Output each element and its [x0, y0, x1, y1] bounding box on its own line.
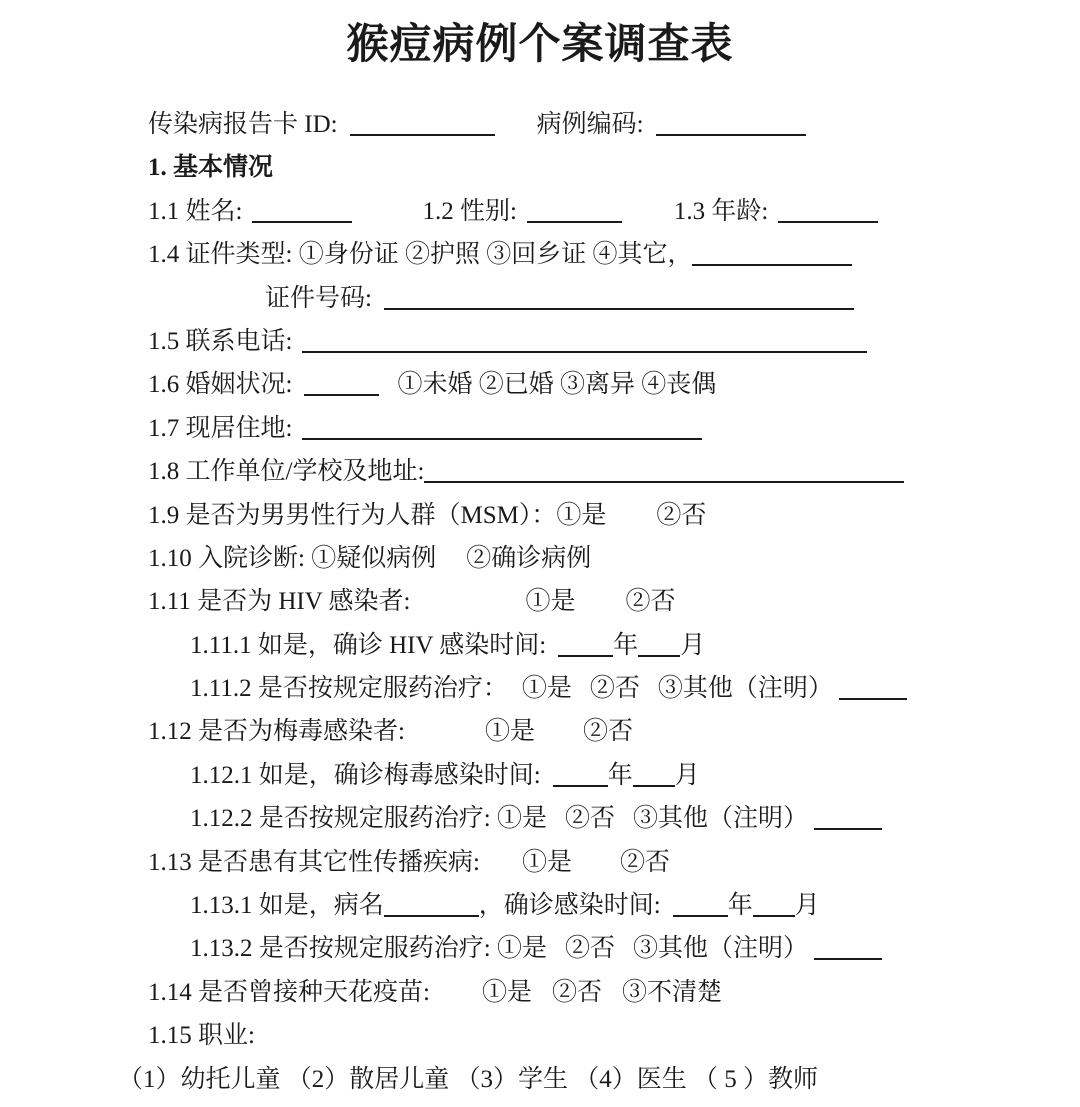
- line-syphilis-text: 1.12 是否为梅毒感染者:: [148, 718, 405, 746]
- line-admission-diagnosis-text: 1.10 入院诊断: ①疑似病例: [148, 544, 437, 572]
- spacer: [576, 608, 626, 609]
- spacer: [768, 218, 778, 219]
- spacer: [547, 825, 565, 826]
- blank-underline: [302, 436, 702, 440]
- line-other-std-name-text: 月: [794, 892, 820, 920]
- line-occupation-text: 1.15 职业:: [148, 1022, 255, 1050]
- line-marital-status: [148, 363, 1080, 406]
- spacer: [436, 565, 466, 566]
- report-id-line: [148, 103, 1080, 146]
- line-other-std-name: [190, 884, 1080, 927]
- line-hiv-time-text: 月: [680, 631, 706, 659]
- spacer: [532, 999, 552, 1000]
- line-name-gender-age-text: 1.3 年龄:: [673, 197, 769, 225]
- blank-underline: [558, 653, 613, 657]
- section-basic-info-heading: [148, 146, 1080, 189]
- line-syphilis-text: ①是: [484, 718, 535, 746]
- line-other-std-name-text: 年: [727, 892, 753, 920]
- line-other-std-treatment: [190, 927, 1080, 970]
- blank-underline: [814, 826, 882, 830]
- blank-underline: [424, 479, 904, 483]
- line-msm-text: ②否: [656, 501, 707, 529]
- spacer: [508, 695, 522, 696]
- line-name-gender-age-text: 1.1 姓名:: [148, 197, 243, 225]
- line-marital-status-text: 1.6 婚姻状况:: [148, 371, 293, 399]
- line-syphilis-time-text: 1.12.1 如是，确诊梅毒感染时间:: [190, 761, 541, 789]
- line-id-type: [148, 233, 1080, 276]
- line-occupation: [148, 1014, 1080, 1057]
- line-other-std-text: ①是: [521, 848, 572, 876]
- spacer: [535, 738, 583, 739]
- spacer: [338, 131, 350, 132]
- blank-underline: [527, 219, 622, 223]
- spacer: [640, 695, 658, 696]
- line-admission-diagnosis: [148, 537, 1080, 580]
- line-smallpox-vaccine-text: ②否: [551, 978, 602, 1006]
- spacer: [352, 218, 422, 219]
- line-syphilis-time: [190, 754, 1080, 797]
- report-id-line-text: 传染病报告卡 ID:: [148, 111, 338, 138]
- line-other-std-name-text: 1.13.1 如是，病名: [190, 892, 384, 920]
- line-other-std-text: 1.13 是否患有其它性传播疾病:: [148, 848, 480, 876]
- line-syphilis-treatment-text: 1.12.2 是否按规定服药治疗: ①是: [190, 805, 547, 833]
- line-syphilis: [148, 710, 1080, 753]
- spacer: [480, 869, 522, 870]
- line-hiv-treatment: [190, 667, 1080, 710]
- blank-underline: [656, 132, 806, 136]
- spacer: [572, 869, 620, 870]
- line-hiv: [148, 580, 1080, 623]
- line-other-std-treatment-text: ②否: [564, 935, 615, 963]
- line-hiv-treatment-text: 1.11.2 是否按规定服药治疗：: [190, 675, 508, 703]
- report-id-line-text: 病例编码:: [536, 111, 644, 138]
- line-phone: [148, 320, 1080, 363]
- line-smallpox-vaccine-text: ③不清楚: [621, 978, 722, 1006]
- line-msm: [148, 494, 1080, 537]
- spacer: [430, 999, 482, 1000]
- spacer: [622, 218, 674, 219]
- blank-underline: [384, 913, 479, 917]
- spacer: [292, 391, 304, 392]
- blank-underline: [839, 696, 907, 700]
- spacer: [661, 912, 673, 913]
- line-other-std: [148, 841, 1080, 884]
- line-syphilis-time-text: 月: [674, 761, 700, 789]
- line-hiv-treatment-text: ①是: [521, 675, 572, 703]
- line-name-gender-age-text: 1.2 性别:: [422, 197, 517, 225]
- line-other-std-name-text: ，确诊感染时间:: [478, 892, 661, 920]
- blank-underline: [692, 262, 852, 266]
- blank-underline: [673, 913, 728, 917]
- line-occupation-options: [118, 1058, 1080, 1101]
- line-other-std-treatment-text: ③其他（注明）: [632, 935, 808, 963]
- spacer: [572, 695, 590, 696]
- blank-underline: [302, 349, 867, 353]
- spacer: [411, 608, 526, 609]
- line-id-type-text: 1.4 证件类型: ①身份证 ②护照 ③回乡证 ④其它，: [148, 241, 693, 269]
- line-syphilis-time-text: 年: [607, 761, 633, 789]
- blank-underline: [778, 219, 878, 223]
- line-hiv-time-text: 1.11.1 如是，确诊 HIV 感染时间:: [190, 631, 547, 659]
- spacer: [615, 955, 633, 956]
- spacer: [541, 782, 553, 783]
- blank-underline: [350, 132, 495, 136]
- spacer: [405, 738, 485, 739]
- spacer: [242, 218, 252, 219]
- blank-underline: [814, 956, 882, 960]
- line-id-number: [265, 277, 1080, 320]
- spacer: [517, 218, 527, 219]
- line-smallpox-vaccine-text: 1.14 是否曾接种天花疫苗:: [148, 978, 430, 1006]
- spacer: [495, 131, 537, 132]
- blank-underline: [633, 783, 675, 787]
- line-hiv-treatment-text: ③其他（注明）: [657, 675, 833, 703]
- spacer: [292, 435, 302, 436]
- line-occupation-options-text: （1）幼托儿童 （2）散居儿童 （3）学生 （4）医生 （ 5 ）教师: [118, 1065, 819, 1093]
- line-workplace: [148, 450, 1080, 493]
- line-other-std-text: ②否: [619, 848, 670, 876]
- line-workplace-text: 1.8 工作单位/学校及地址:: [148, 458, 425, 486]
- blank-underline: [753, 913, 795, 917]
- blank-underline: [384, 306, 854, 310]
- line-hiv-text: 1.11 是否为 HIV 感染者:: [148, 588, 411, 616]
- line-residence-text: 1.7 现居住地:: [148, 414, 293, 442]
- line-other-std-treatment-text: 1.13.2 是否按规定服药治疗: ①是: [190, 935, 547, 963]
- section-basic-info-heading-text: 1. 基本情况: [148, 154, 274, 182]
- line-syphilis-treatment-text: ③其他（注明）: [632, 805, 808, 833]
- line-hiv-time: [190, 624, 1080, 667]
- line-hiv-time-text: 年: [613, 631, 639, 659]
- spacer: [372, 305, 384, 306]
- line-hiv-text: ②否: [625, 588, 676, 616]
- line-smallpox-vaccine: [148, 971, 1080, 1014]
- spacer: [615, 825, 633, 826]
- line-phone-text: 1.5 联系电话:: [148, 327, 293, 355]
- spacer: [292, 348, 302, 349]
- spacer: [547, 955, 565, 956]
- blank-underline: [252, 219, 352, 223]
- blank-underline: [553, 783, 608, 787]
- line-syphilis-treatment-text: ②否: [564, 805, 615, 833]
- line-hiv-treatment-text: ②否: [589, 675, 640, 703]
- line-smallpox-vaccine-text: ①是: [481, 978, 532, 1006]
- line-id-number-text: 证件号码:: [265, 284, 372, 312]
- spacer: [644, 131, 656, 132]
- line-hiv-text: ①是: [525, 588, 576, 616]
- blank-underline: [638, 653, 680, 657]
- spacer: [379, 391, 397, 392]
- page-title: 猴痘病例个案调查表: [346, 22, 734, 68]
- spacer: [546, 652, 558, 653]
- line-msm-text: 1.9 是否为男男性行为人群（MSM）：①是: [148, 501, 607, 529]
- spacer: [602, 999, 622, 1000]
- line-marital-status-text: ①未婚 ②已婚 ③离异 ④丧偶: [397, 371, 717, 399]
- blank-underline: [304, 392, 379, 396]
- line-name-gender-age: [148, 190, 1080, 233]
- form-body: [0, 103, 1080, 1101]
- spacer: [606, 522, 656, 523]
- line-admission-diagnosis-text: ②确诊病例: [466, 544, 592, 572]
- line-syphilis-treatment: [190, 797, 1080, 840]
- line-residence: [148, 407, 1080, 450]
- line-syphilis-text: ②否: [582, 718, 633, 746]
